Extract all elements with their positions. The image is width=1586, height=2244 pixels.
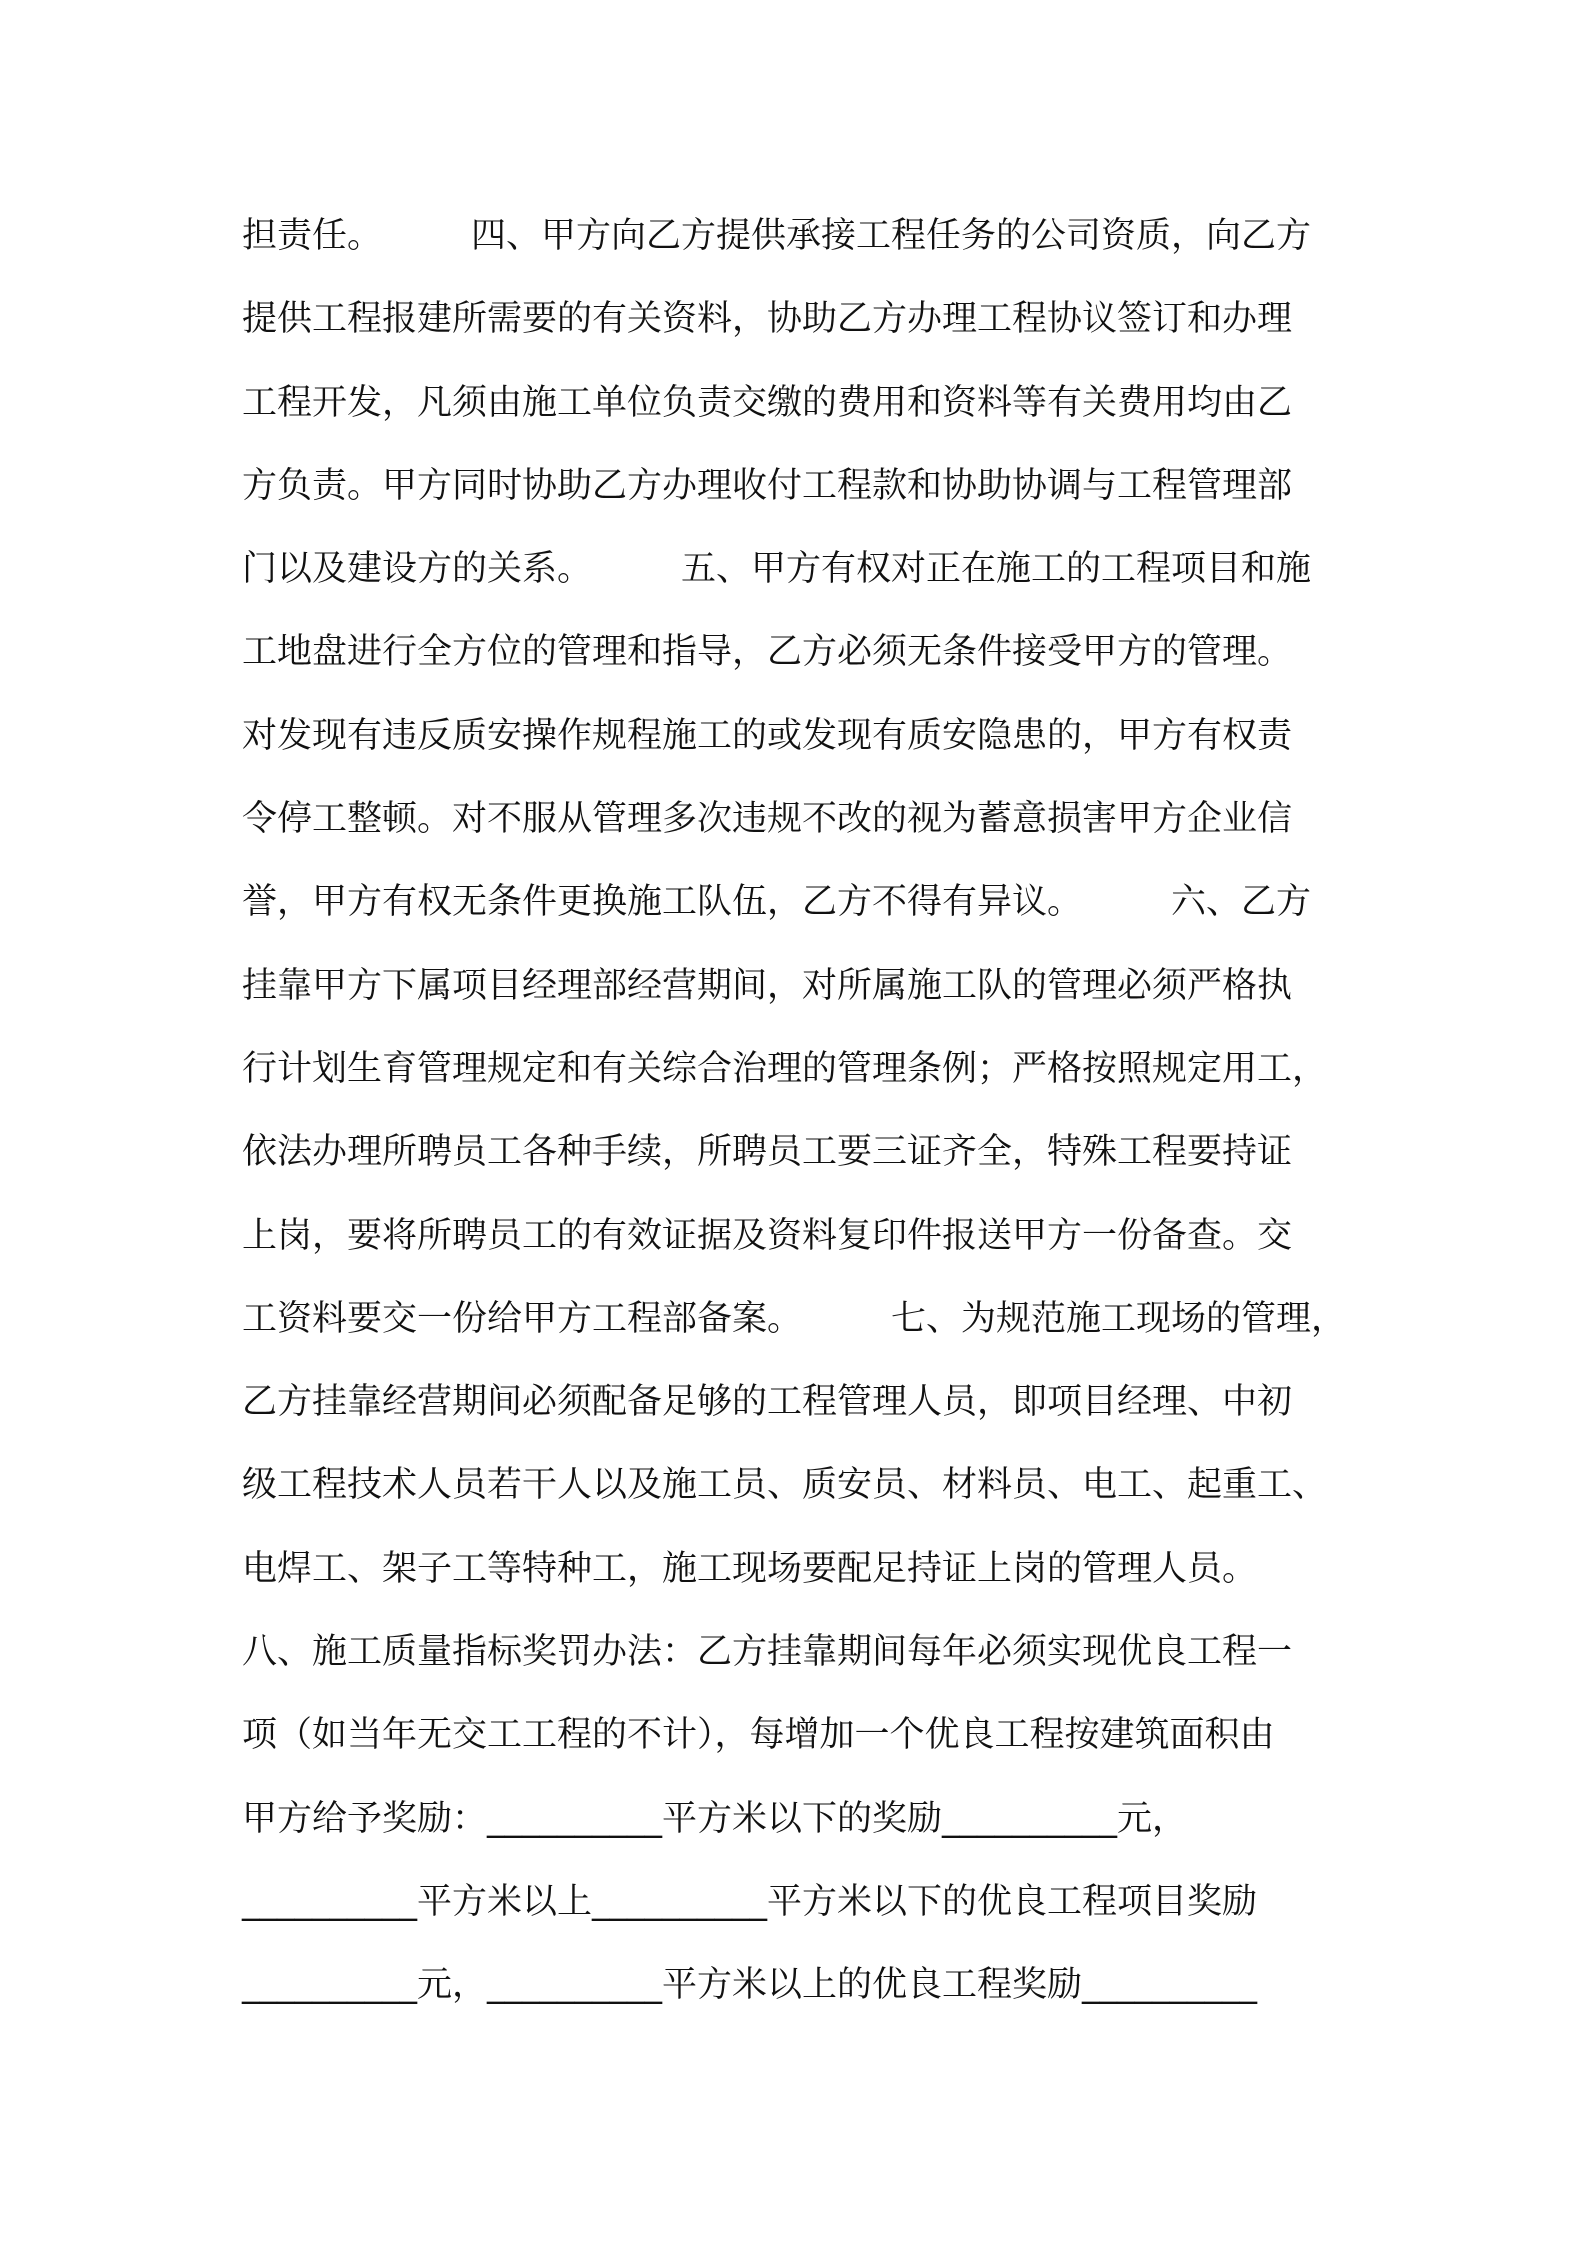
text-line: 令停工整顿。对不服从管理多次违规不改的视为蓄意损害甲方企业信: [242, 799, 1293, 840]
text-line: 甲方给予奖励：__________平方米以下的奖励__________元，: [242, 1798, 1188, 1839]
text-line: 上岗，要将所聘员工的有效证据及资料复印件报送甲方一份备查。交: [242, 1215, 1293, 1256]
text-line: 级工程技术人员若干人以及施工员、质安员、材料员、电工、起重工、: [242, 1465, 1328, 1506]
text-line: 工程开发，凡须由施工单位负责交缴的费用和资料等有关费用均由乙: [242, 382, 1293, 423]
text-line: 方负责。甲方同时协助乙方办理收付工程款和协助协调与工程管理部: [242, 465, 1293, 506]
text-line: __________平方米以上__________平方米以下的优良工程项目奖励: [242, 1881, 1258, 1922]
text-line: 工资料要交一份给甲方工程部备案。 七、为规范施工现场的管理，: [242, 1298, 1347, 1339]
text-line: __________元，__________平方米以上的优良工程奖励__________: [242, 1965, 1258, 2006]
text-line: 电焊工、架子工等特种工，施工现场要配足持证上岗的管理人员。: [242, 1548, 1258, 1589]
text-line: 提供工程报建所需要的有关资料，协助乙方办理工程协议签订和办理: [242, 299, 1293, 340]
text-line: 八、施工质量指标奖罚办法：乙方挂靠期间每年必须实现优良工程一: [242, 1632, 1293, 1673]
text-line: 门以及建设方的关系。 五、甲方有权对正在施工的工程项目和施: [242, 549, 1312, 590]
text-line: 对发现有违反质安操作规程施工的或发现有质安隐患的，甲方有权责: [242, 715, 1293, 756]
text-line: 担责任。 四、甲方向乙方提供承接工程任务的公司资质，向乙方: [242, 216, 1312, 256]
text-line: 行计划生育管理规定和有关综合治理的管理条例；严格按照规定用工，: [242, 1048, 1328, 1089]
text-line: 誉，甲方有权无条件更换施工队伍，乙方不得有异议。 六、乙方: [242, 882, 1312, 923]
text-line: 挂靠甲方下属项目经理部经营期间，对所属施工队的管理必须严格执: [242, 965, 1293, 1006]
text-line: 依法办理所聘员工各种手续，所聘员工要三证齐全，特殊工程要持证: [242, 1132, 1293, 1173]
text-line: 工地盘进行全方位的管理和指导，乙方必须无条件接受甲方的管理。: [242, 632, 1293, 673]
text-line: 乙方挂靠经营期间必须配备足够的工程管理人员，即项目经理、中初: [242, 1382, 1293, 1423]
text-line: 项（如当年无交工工程的不计），每增加一个优良工程按建筑面积由: [242, 1715, 1275, 1756]
contract-body-text: [242, 195, 1362, 2028]
